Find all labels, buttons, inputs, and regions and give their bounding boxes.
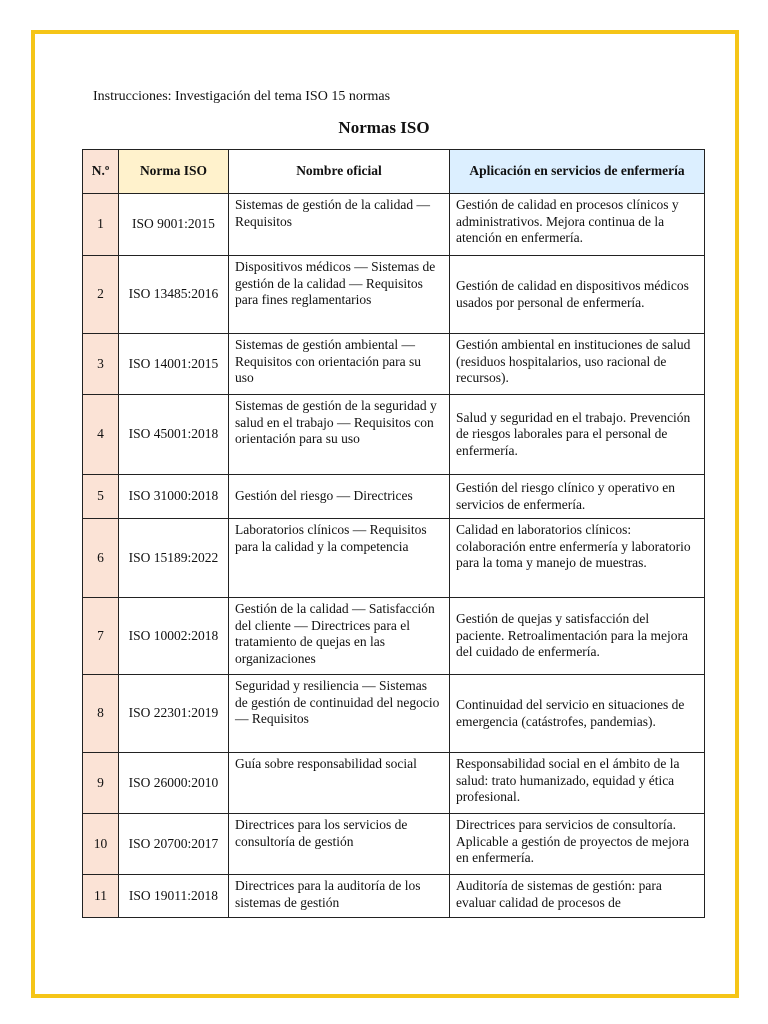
row-aplicacion: Continuidad del servicio en situaciones de emergencia (catástrofes, pandemias). — [450, 675, 705, 753]
row-aplicacion: Responsabilidad social en el ámbito de la salud: trato humanizado, equidad y ética profesional. — [450, 753, 705, 814]
row-norma: ISO 31000:2018 — [119, 475, 229, 519]
row-num: 3 — [83, 334, 119, 395]
table-header-row — [83, 150, 705, 194]
row-norma: ISO 22301:2019 — [119, 675, 229, 753]
row-nombre: Directrices para la auditoría de los sistemas de gestión — [229, 875, 450, 918]
row-norma: ISO 10002:2018 — [119, 598, 229, 675]
table-row — [83, 814, 705, 875]
header-nombre: Nombre oficial — [229, 150, 450, 194]
iso-standards-table — [82, 149, 705, 918]
row-num: 2 — [83, 256, 119, 334]
table-row — [83, 598, 705, 675]
table-row — [83, 753, 705, 814]
table-row — [83, 256, 705, 334]
row-num: 1 — [83, 194, 119, 256]
row-nombre: Seguridad y resiliencia — Sistemas de gestión de continuidad del negocio — Requisitos — [229, 675, 450, 753]
header-norma: Norma ISO — [119, 150, 229, 194]
row-nombre: Gestión del riesgo — Directrices — [229, 475, 450, 519]
instructions-text: Instrucciones: Investigación del tema ISO 15 normas — [93, 89, 391, 104]
row-aplicacion: Gestión de calidad en dispositivos médicos usados por personal de enfermería. — [450, 256, 705, 334]
row-num: 5 — [83, 475, 119, 519]
row-nombre: Gestión de la calidad — Satisfacción del cliente — Directrices para el tratamiento de quejas en las organizaciones — [229, 598, 450, 675]
row-num: 10 — [83, 814, 119, 875]
row-aplicacion: Directrices para servicios de consultoría. Aplicable a gestión de proyectos de mejora en enfermería. — [450, 814, 705, 875]
row-aplicacion: Gestión de calidad en procesos clínicos y administrativos. Mejora continua de la atención en enfermería. — [450, 194, 705, 256]
table-row — [83, 334, 705, 395]
row-nombre: Laboratorios clínicos — Requisitos para la calidad y la competencia — [229, 519, 450, 598]
row-nombre: Sistemas de gestión de la seguridad y salud en el trabajo — Requisitos con orientación para su uso — [229, 395, 450, 475]
row-norma: ISO 9001:2015 — [119, 194, 229, 256]
table-row — [83, 194, 705, 256]
row-nombre: Dispositivos médicos — Sistemas de gestión de la calidad — Requisitos para fines reglamentarios — [229, 256, 450, 334]
row-num: 4 — [83, 395, 119, 475]
row-norma: ISO 13485:2016 — [119, 256, 229, 334]
row-nombre: Sistemas de gestión ambiental — Requisitos con orientación para su uso — [229, 334, 450, 395]
row-norma: ISO 14001:2015 — [119, 334, 229, 395]
header-aplicacion: Aplicación en servicios de enfermería — [450, 150, 705, 194]
table-row — [83, 875, 705, 918]
document-title: Normas ISO — [338, 118, 430, 137]
row-norma: ISO 19011:2018 — [119, 875, 229, 918]
row-aplicacion: Calidad en laboratorios clínicos: colaboración entre enfermería y laboratorio para la toma y manejo de muestras. — [450, 519, 705, 598]
table-row — [83, 475, 705, 519]
row-nombre: Sistemas de gestión de la calidad — Requisitos — [229, 194, 450, 256]
row-norma: ISO 20700:2017 — [119, 814, 229, 875]
header-num: N.º — [83, 150, 119, 194]
table-row — [83, 675, 705, 753]
row-num: 8 — [83, 675, 119, 753]
row-norma: ISO 26000:2010 — [119, 753, 229, 814]
row-aplicacion: Gestión ambiental en instituciones de salud (residuos hospitalarios, uso racional de recursos). — [450, 334, 705, 395]
row-num: 11 — [83, 875, 119, 918]
row-num: 7 — [83, 598, 119, 675]
row-aplicacion: Salud y seguridad en el trabajo. Prevención de riesgos laborales para el personal de enfermería. — [450, 395, 705, 475]
row-aplicacion: Auditoría de sistemas de gestión: para evaluar calidad de procesos de — [450, 875, 705, 918]
row-nombre: Directrices para los servicios de consultoría de gestión — [229, 814, 450, 875]
row-aplicacion: Gestión del riesgo clínico y operativo en servicios de enfermería. — [450, 475, 705, 519]
row-num: 6 — [83, 519, 119, 598]
table-row — [83, 519, 705, 598]
row-nombre: Guía sobre responsabilidad social — [229, 753, 450, 814]
row-num: 9 — [83, 753, 119, 814]
row-norma: ISO 45001:2018 — [119, 395, 229, 475]
row-norma: ISO 15189:2022 — [119, 519, 229, 598]
row-aplicacion: Gestión de quejas y satisfacción del paciente. Retroalimentación para la mejora del cuidado de enfermería. — [450, 598, 705, 675]
table-row — [83, 395, 705, 475]
